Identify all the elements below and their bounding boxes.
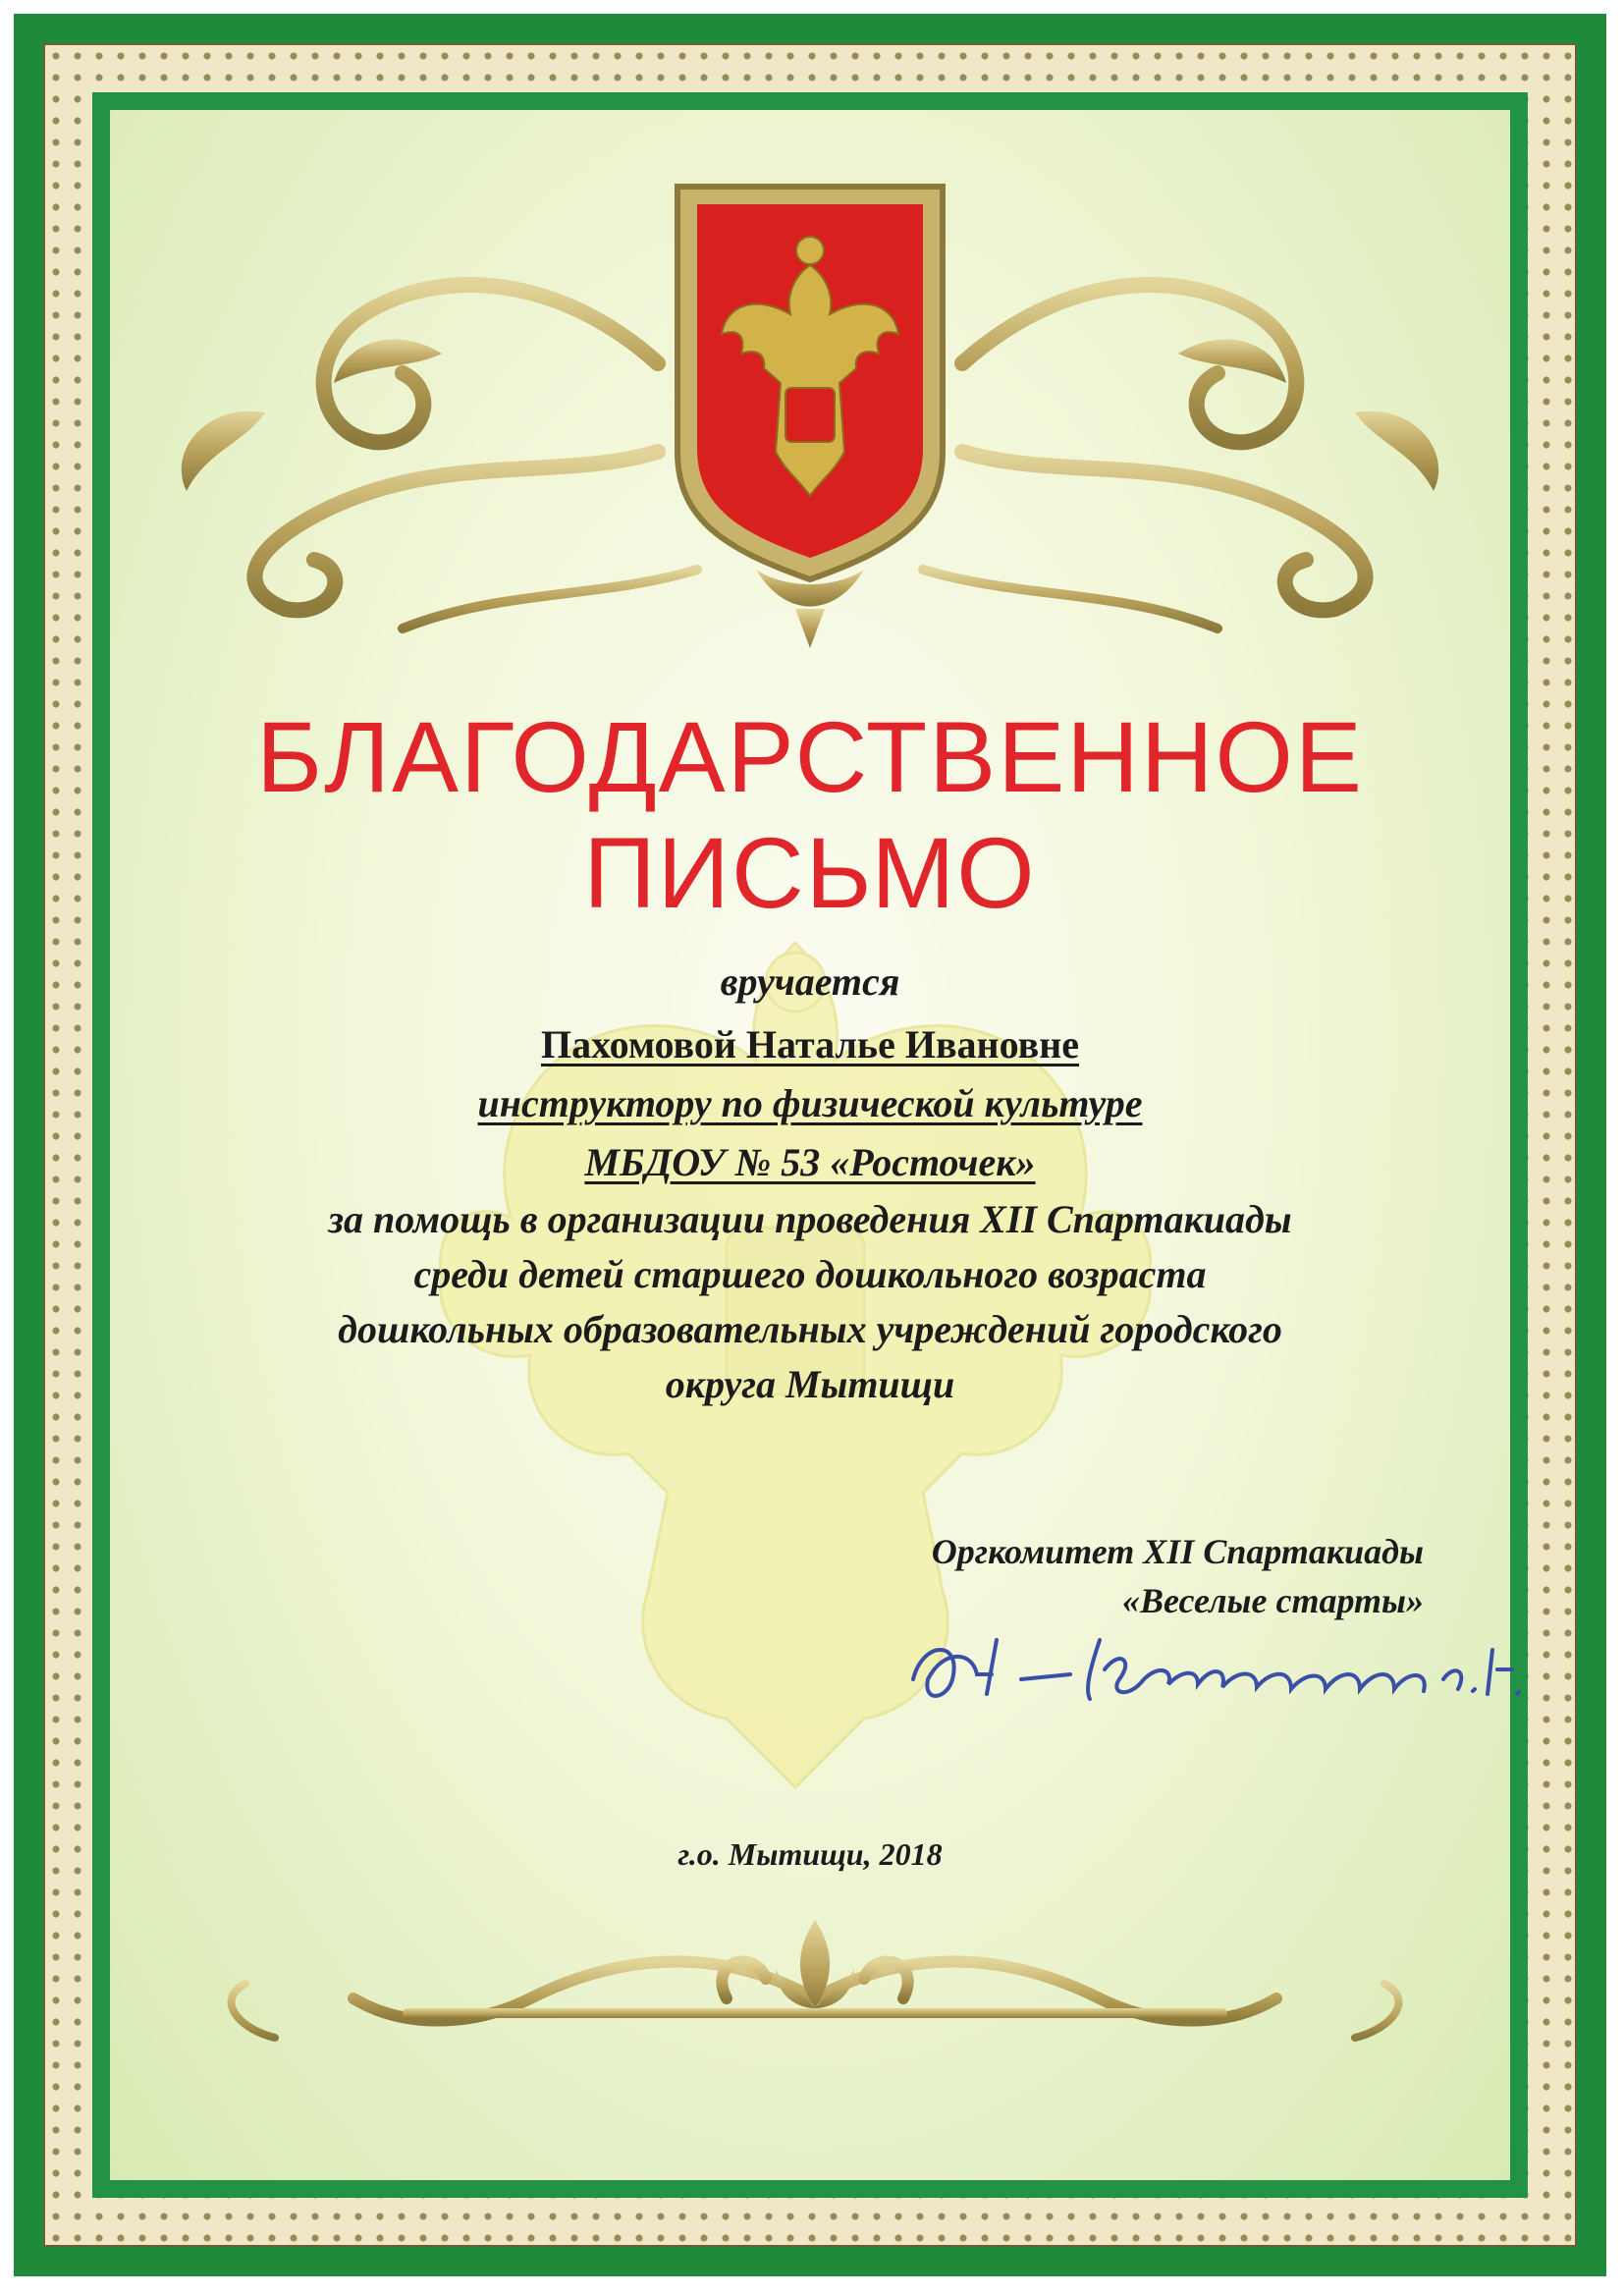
reason-line: округа Мытищи — [665, 1362, 955, 1406]
issuer-line-2: «Веселые старты» — [1121, 1581, 1424, 1620]
recipient-position-text: инструктору по физической культуре — [477, 1081, 1143, 1125]
coat-of-arms-ornament-icon — [147, 157, 1473, 668]
reason-line: среди детей старшего дошкольного возраста — [413, 1252, 1207, 1296]
title-line-1: БЛАГОДАРСТВЕННОЕ — [256, 701, 1364, 813]
recipient-position — [177, 1081, 1443, 1125]
awarded-label: вручается — [720, 959, 900, 1004]
recipient-name-text: Пахомовой Наталье Ивановне — [540, 1022, 1079, 1066]
reason-line: за помощь в организации проведения XII Спартакиады — [328, 1197, 1292, 1241]
title-line-2: ПИСЬМО — [583, 817, 1037, 929]
bottom-ornament-icon — [177, 1890, 1453, 2067]
recipient-organization-text: МБДОУ № 53 «Росточек» — [584, 1140, 1036, 1184]
handwritten-signature — [903, 1611, 1532, 1728]
issuer-line-1: Оргкомитет XII Спартакиады — [931, 1532, 1424, 1571]
place-and-year: г.о. Мытищи, 2018 — [677, 1836, 943, 1872]
reason-line: дошкольных образовательных учреждений городского — [338, 1307, 1282, 1351]
recipient-organization — [177, 1140, 1443, 1184]
recipient-name — [177, 1022, 1443, 1066]
